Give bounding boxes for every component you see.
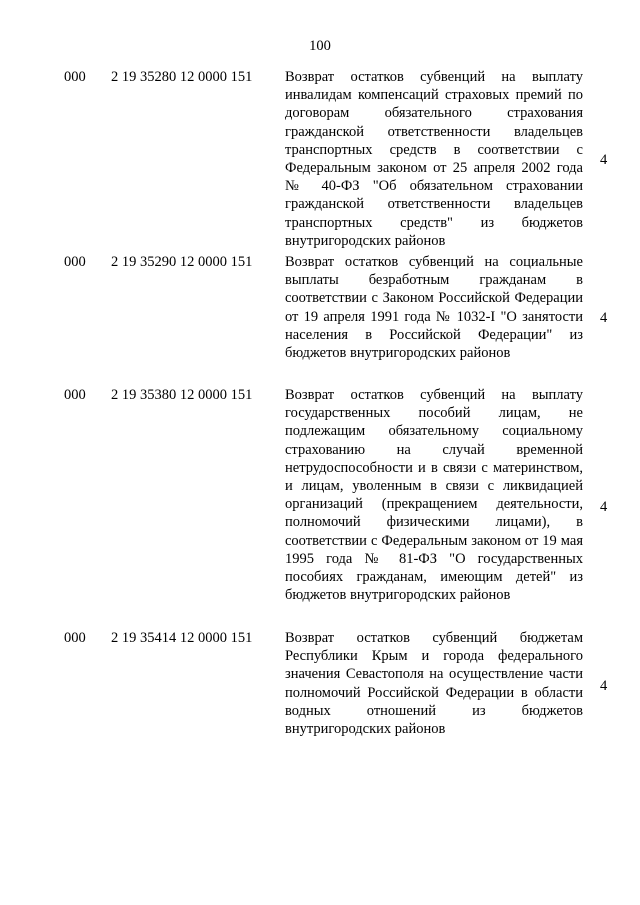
- budget-classification-code: 2 19 35290 12 0000 151: [111, 254, 253, 270]
- income-description: Возврат остатков субвенций бюджетам Республики Крым и города федерального значения Севастополя на осуществление части полномочий Российской Федерации в области водных отношений из бюджетов внутригородских районов: [285, 630, 583, 738]
- income-description: Возврат остатков субвенций на выплату инвалидам компенсаций страховых премий по договорам обязательного страхования гражданской ответственности владельцев транспортных средств в соответствии с Федеральным законом от 25 апреля 2002 года № 40-ФЗ "Об обязательном страховании гражданской ответственности владельцев транспортных средств" из бюджетов внутригородских районов: [285, 69, 583, 249]
- row-value: 4: [600, 152, 608, 168]
- budget-classification-code: 2 19 35380 12 0000 151: [111, 387, 253, 403]
- income-description: Возврат остатков субвенций на социальные выплаты безработным гражданам в соответствии с Законом Российской Федерации от 19 апреля 1991 года № 1032-I "О занятости населения в Российской Федерации" из бюджетов внутригородских районов: [285, 254, 583, 362]
- admin-code: 000: [64, 254, 86, 270]
- admin-code: 000: [64, 69, 86, 85]
- row-value: 4: [600, 678, 608, 694]
- budget-classification-code: 2 19 35414 12 0000 151: [111, 630, 253, 646]
- row-value: 4: [600, 310, 608, 326]
- admin-code: 000: [64, 387, 86, 403]
- row-value: 4: [600, 499, 608, 515]
- budget-classification-code: 2 19 35280 12 0000 151: [111, 69, 253, 85]
- admin-code: 000: [64, 630, 86, 646]
- income-description: Возврат остатков субвенций на выплату государственных пособий лицам, не подлежащим обязательному социальному страхованию на случай временной нетрудоспособности и в связи с материнством, и лицам, уволенным в связи с ликвидацией организаций (прекращением деятельности, полномочий физическими лицами), в соответствии с Федеральным законом от 19 мая 1995 года № 81-ФЗ "О государственных пособиях гражданам, имеющим детей" из бюджетов внутригородских районов: [285, 387, 583, 604]
- page-number: 100: [309, 38, 331, 54]
